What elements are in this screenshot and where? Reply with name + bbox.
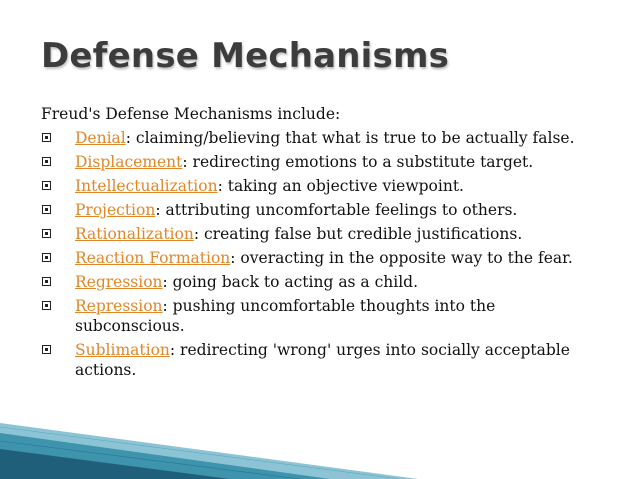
square-bullet-icon [42,345,51,354]
term-description: : redirecting 'wrong' urges into socially acceptable actions. [75,341,570,379]
square-bullet-icon [42,277,51,286]
list-item [41,200,601,220]
intro-text: Freud's Defense Mechanisms include: [41,105,341,123]
square-bullet-icon [42,133,51,142]
list-item [41,176,601,196]
slide-content [41,104,601,384]
list-item [41,152,601,172]
term-link[interactable]: Displacement [75,153,183,171]
term-link[interactable]: Rationalization [75,225,194,243]
term-description: : claiming/believing that what is true to be actually false. [125,129,575,147]
square-bullet-icon [42,157,51,166]
term-link[interactable]: Regression [75,273,163,291]
term-description: : going back to acting as a child. [162,273,419,291]
term-description: : taking an objective viewpoint. [217,177,464,195]
square-bullet-icon [42,301,51,310]
term-link[interactable]: Projection [75,201,156,219]
corner-ribbon-decoration [0,419,420,479]
list-item [41,128,601,148]
square-bullet-icon [42,253,51,262]
term-description: : overacting in the opposite way to the fear. [230,249,573,267]
list-item [41,296,601,336]
term-description: : creating false but credible justifications. [193,225,523,243]
square-bullet-icon [42,181,51,190]
square-bullet-icon [42,229,51,238]
term-description: : attributing uncomfortable feelings to others. [155,201,518,219]
term-link[interactable]: Denial [75,129,126,147]
mechanism-list [41,128,601,380]
term-link[interactable]: Reaction Formation [75,249,231,267]
term-link[interactable]: Intellectualization [75,177,218,195]
list-item [41,224,601,244]
slide-title: Defense Mechanisms [41,36,450,76]
list-item [41,272,601,292]
term-description: : redirecting emotions to a substitute target. [182,153,534,171]
term-link[interactable]: Repression [75,297,163,315]
term-link[interactable]: Sublimation [75,341,170,359]
list-item [41,340,601,380]
square-bullet-icon [42,205,51,214]
term-description: : pushing uncomfortable thoughts into the subconscious. [75,297,496,335]
list-item [41,248,601,268]
